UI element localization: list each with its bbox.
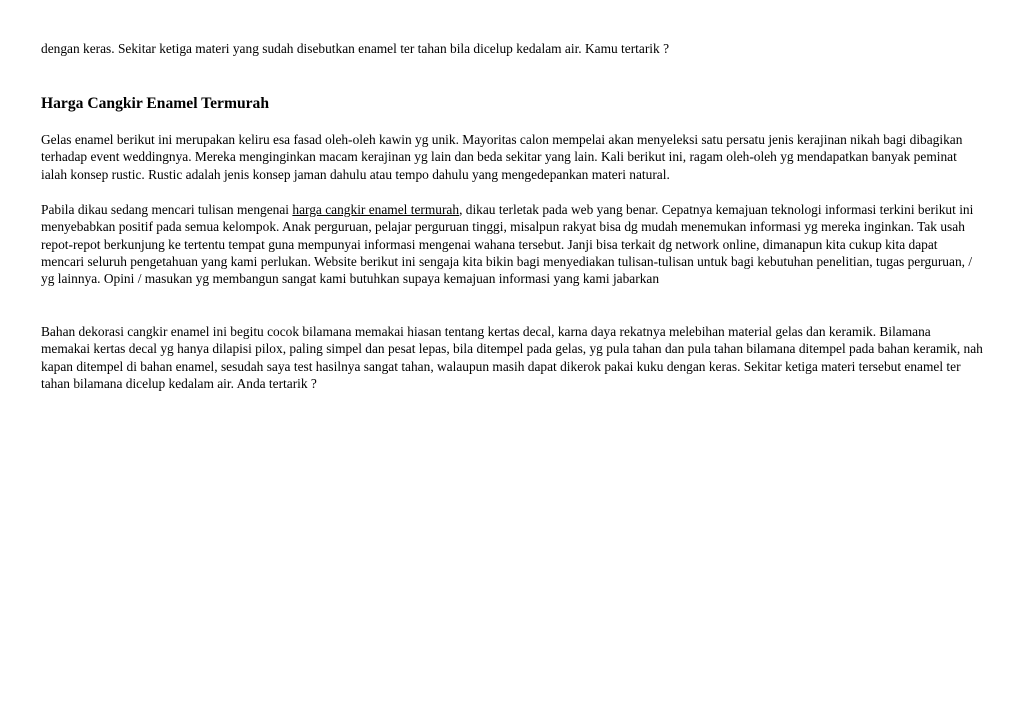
paragraph-1: Gelas enamel berikut ini merupakan keliru esa fasad oleh-oleh kawin yg unik. Mayoritas calon mempelai akan menyeleksi satu persatu jenis kerajinan nikah bagi dibagikan terhadap event weddingnya. Mereka menginginkan macam kerajinan yg lain dan beda sekitar yang lain. Kali berikut ini, ragam oleh-oleh yg mendapatkan banyak peminat ialah konsep rustic. Rustic adalah jenis konsep jaman dahulu atau tempo dahulu yang mengedepankan materi natural. [41, 132, 963, 182]
paragraph-2-trailing-text: , dikau terletak pada web yang benar. Cepatnya kemajuan teknologi informasi terkini berikut ini menyebabkan positif pada semua kelompok. Anak perguruan, pelajar perguruan tinggi, misalpun rakyat bisa dg mudah menemukan informasi yg mereka inginkan. Tak usah repot-repot berkunjung ke tertentu tempat guna mempunyai informasi mengenai wahana tersebut. Janji bisa terkait dg network online, dimanapun kita cukup kita dapat mencari seluruh pengetahuan yang kami perlukan. Website berikut ini sengaja kita bikin bagi menyediakan tulisan-tulisan untuk bagi kebutuhan penelitian, tugas perguruan, / yg lainnya. Opini / masukan yg membangun sangat kami butuhkan supaya kemajuan informasi yang kami jabarkan [41, 202, 974, 287]
paragraph-2-lead-text: Pabila dikau sedang mencari tulisan mengenai [41, 202, 293, 217]
paragraph-3: Bahan dekorasi cangkir enamel ini begitu cocok bilamana memakai hiasan tentang kertas decal, karna daya rekatnya melebihan material gelas dan keramik. Bilamana memakai kertas decal yg hanya dilapisi pilox, paling simpel dan pesat lepas, bila ditempel pada gelas, yg pula tahan dan pula tahan bilamana ditempel pada bahan keramik, nah kapan ditempel di bahan enamel, sesudah saya test hasilnya sangat tahan, walaupun masih dapat dikerok pakai kuku dengan keras. Sekitar ketiga materi tersebut enamel ter tahan bilamana dicelup kedalam air. Anda tertarik ? [41, 324, 983, 391]
paragraph-2 [41, 201, 983, 287]
section-heading: Harga Cangkir Enamel Termurah [41, 95, 270, 112]
harga-cangkir-link[interactable]: harga cangkir enamel termurah [292, 202, 460, 217]
document-page [41, 40, 983, 391]
intro-text: dengan keras. Sekitar ketiga materi yang sudah disebutkan enamel ter tahan bila dicelup kedalam air. Kamu tertarik ? [41, 41, 670, 56]
